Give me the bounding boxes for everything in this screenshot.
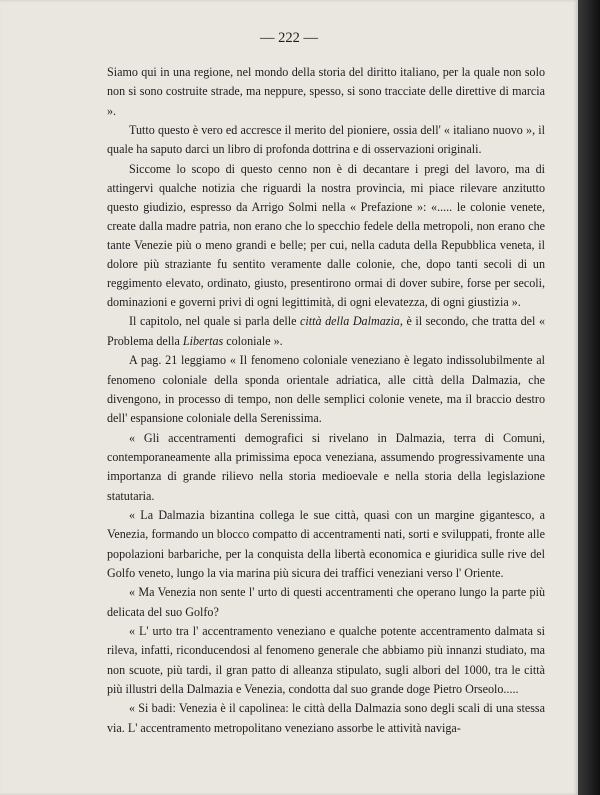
text-run: Siccome lo scopo di questo cenno non è di decantare i pregi del lavoro, ma di attingervi qualche notizia che riguardi la nostra provincia, mi piace rilevare anzitutto questo giudizio, espresso da Arrigo Solmi nella « Prefazione »: «..... le colonie venete, create dalla madre patria, non erano che lo specchio fedele della metropoli, non erano che tante Venezie più o meno grandi e belle; per cui, nella caduta della Repubblica veneta, il dolore più straziante fu sentito veramente dalle colonie, che, dopo tanti secoli di un reggimento elevato, ordinato, giusto, presentirono ormai di dover subire, forse per secoli, dominazioni e governi privi di ogni legittimità, di ogni elevatezza, di ogni giustizia ». (107, 161, 545, 310)
text-run: A pag. 21 leggiamo « Il fenomeno coloniale veneziano è legato indissolubilmente al fenomeno coloniale della sponda orientale adriatica, alle città della Dalmazia, che divengono, in processo di tempo, non delle semplici colonie venete, ma il braccio destro dell' espansione coloniale della Serenissima. (107, 353, 545, 426)
text-run: « L' urto tra l' accentramento veneziano e qualche potente accentramento dalmata si rileva, infatti, riconducendosi al fenomeno generale che abbiamo più innanzi studiato, ma non scuote, più tardi, il gran patto di alleanza stipulato, sugli albori del 1000, tra le città più illustri della Dalmazia e Venezia, condotta dal suo grande doge Pietro Orseolo..... (107, 623, 545, 696)
text-run: Il capitolo, nel quale si parla delle (129, 314, 301, 329)
text-run: , è il secondo, che tratta del « Problema della (107, 314, 546, 348)
paragraph (107, 699, 545, 738)
paragraph (107, 429, 545, 506)
paragraph (107, 121, 545, 160)
paragraph (107, 583, 545, 622)
text-run: « Si badi: Venezia è il capolinea: le città della Dalmazia sono degli scali di una stessa via. L' accentramento metropolitano veneziano assorbe le attività naviga- (107, 701, 545, 735)
page-number: — 222 — (260, 30, 318, 46)
page-edge-shadow (578, 0, 600, 795)
italic-text: città della Dalmazia (300, 314, 400, 329)
paragraph (107, 63, 545, 121)
text-run: Siamo qui in una regione, nel mondo della storia del diritto italiano, per la quale non solo non si sono costruite strade, ma neppure, spesso, si sono tracciate delle direttive di marcia ». (107, 65, 545, 118)
body-text (107, 63, 545, 738)
text-run: Tutto questo è vero ed accresce il merito del pioniere, ossia dell' « italiano nuovo », il quale ha saputo darci un libro di profonda dottrina e di osservazioni originali. (107, 123, 545, 157)
italic-text: Libertas (182, 333, 224, 348)
text-run: « Gli accentramenti demografici si rivelano in Dalmazia, terra di Comuni, contemporaneamente alla primissima epoca veneziana, assumendo progressivamente una importanza di grande rilievo nella storia medioevale e nella storia della legislazione statutaria. (107, 430, 545, 503)
text-run: « La Dalmazia bizantina collega le sue città, quasi con un margine gigantesco, a Venezia, formando un blocco compatto di accentramenti nati, sorti e sviluppati, fronte alle popolazioni barbariche, per la conquista della libertà economica e giuridica sulle rive del Golfo veneto, lungo la via marina più sicura dei traffici veneziani verso l' Oriente. (107, 507, 545, 580)
text-run: « Ma Venezia non sente l' urto di questi accentramenti che operano lungo la parte più delicata del suo Golfo? (107, 585, 545, 619)
paragraph (107, 622, 545, 699)
paragraph (107, 160, 545, 313)
paragraph (107, 506, 545, 583)
paragraph (107, 351, 545, 428)
text-run: coloniale ». (223, 333, 283, 348)
paragraph (107, 312, 545, 351)
